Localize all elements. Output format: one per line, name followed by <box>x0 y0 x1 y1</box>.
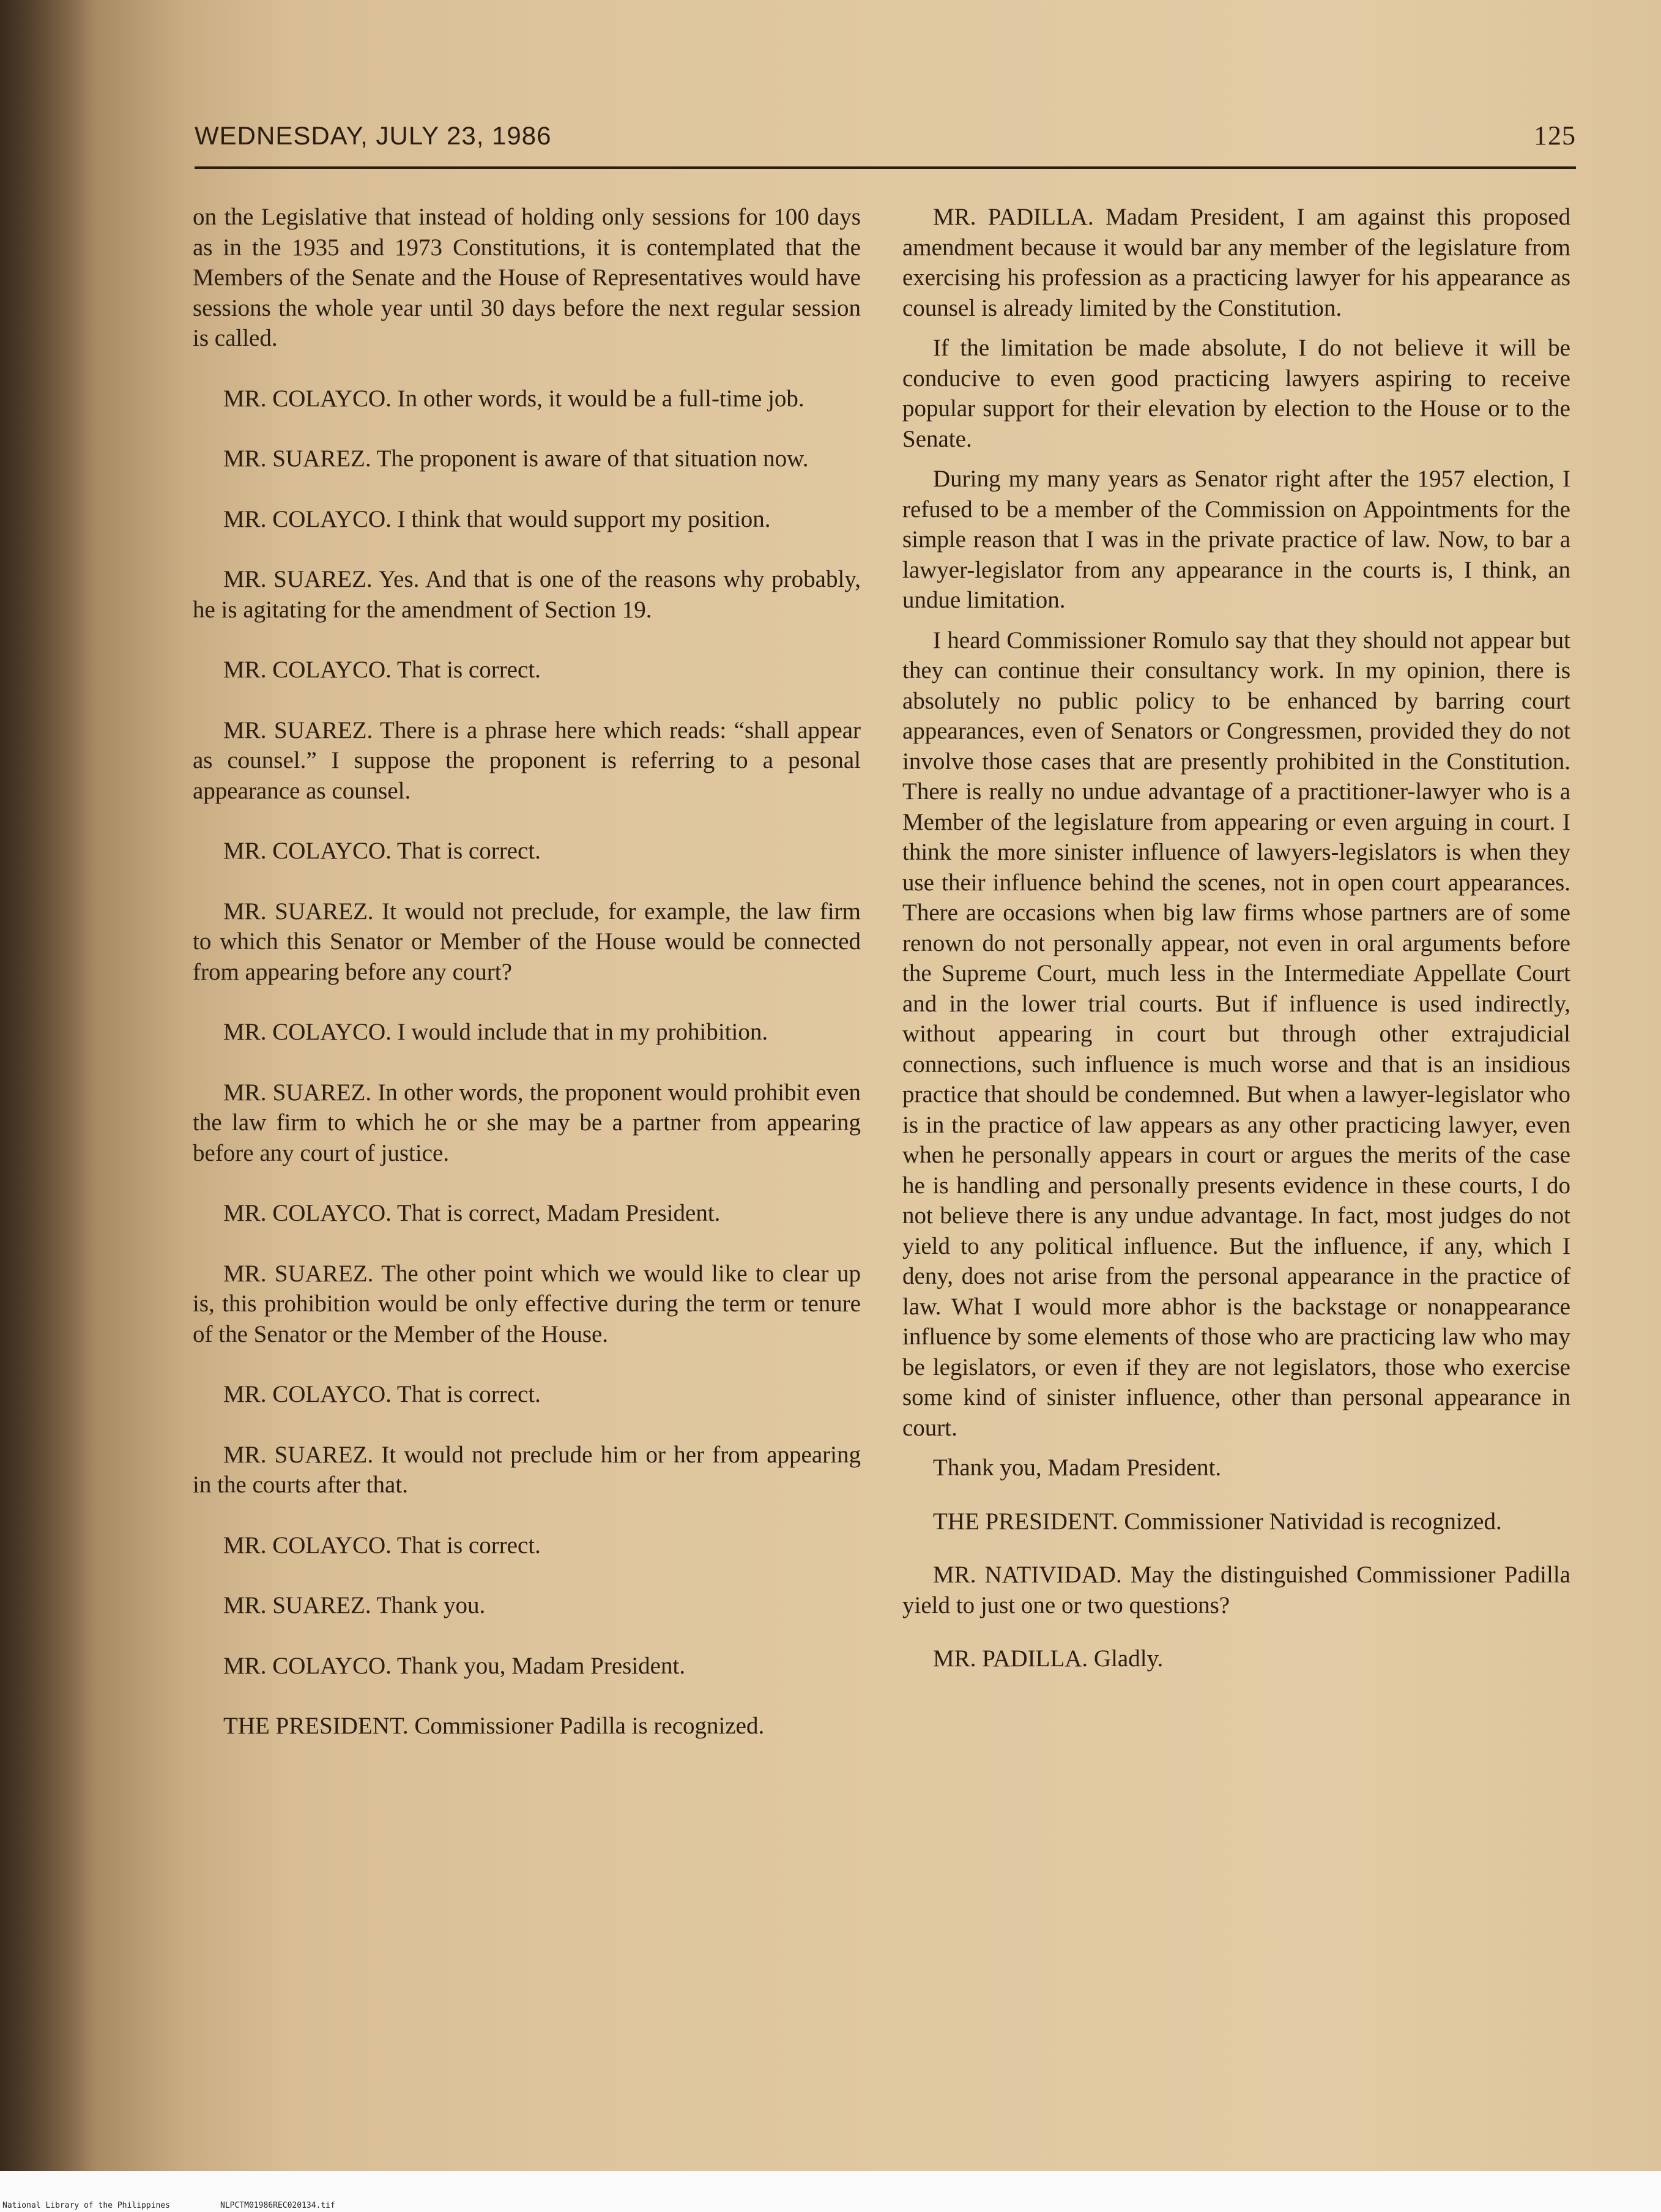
paragraph: MR. SUAREZ. In other words, the proponent would prohibit even the law firm to which he or she may be a partner from appearing before any court of justice. <box>193 1079 861 1166</box>
paragraph: MR. NATIVIDAD. May the distinguished Commissioner Padilla yield to just one or two questions? <box>902 1562 1570 1618</box>
page-number: 125 <box>1534 121 1576 151</box>
paragraph: MR. COLAYCO. I think that would support my position. <box>223 505 771 532</box>
header-rule <box>195 166 1576 169</box>
page-header <box>195 115 1576 164</box>
paragraph: MR. COLAYCO. That is correct. <box>223 1381 541 1407</box>
paragraph: MR. COLAYCO. That is correct, Madam President. <box>223 1200 721 1226</box>
paragraph: MR. SUAREZ. It would not preclude, for example, the law firm to which this Senator or Member of the House would be connected from appearing before any court? <box>193 898 861 985</box>
paragraph: MR. COLAYCO. That is correct. <box>223 657 541 683</box>
right-column <box>902 202 1570 1684</box>
paragraph: on the Legislative that instead of holding only sessions for 100 days as in the 1935 and 1973 Constitutions, it is contemplated that the Members of the Senate and the House of Representatives would have sessions the whole year until 30 days before the next regular session is called. <box>193 204 861 351</box>
paragraph: MR. PADILLA. Madam President, I am against this proposed amendment because it would bar any member of the legislature from exercising his profession as a practicing lawyer for his appearance as counsel is already limited by the Constitution. <box>902 204 1570 321</box>
scan-footer <box>0 2171 1661 2212</box>
paragraph: MR. PADILLA. Gladly. <box>933 1645 1164 1672</box>
paragraph: MR. COLAYCO. That is correct. <box>223 838 541 864</box>
paragraph: MR. SUAREZ. It would not preclude him or her from appearing in the courts after that. <box>193 1441 861 1498</box>
paragraph: MR. COLAYCO. I would include that in my prohibition. <box>223 1019 768 1045</box>
paragraph: If the limitation be made absolute, I do not believe it will be conducive to even good practicing lawyers aspiring to receive popular support for their elevation by election to the House or to the Senate. <box>902 335 1570 452</box>
paragraph: MR. SUAREZ. The other point which we would like to clear up is, this prohibition would be only effective during the term or tenure of the Senator or the Member of the House. <box>193 1260 861 1347</box>
paragraph: During my many years as Senator right after the 1957 election, I refused to be a member of the Commission on Appointments for the simple reason that I was in the private practice of law. Now, to bar a lawyer-legislator from any appearance in the courts is, I think, an undue limitation. <box>902 466 1570 613</box>
paragraph: THE PRESIDENT. Commissioner Padilla is recognized. <box>223 1713 765 1739</box>
paragraph: MR. COLAYCO. In other words, it would be a full-time job. <box>223 385 804 412</box>
book-spine-shadow <box>0 0 92 2171</box>
header-date: WEDNESDAY, JULY 23, 1986 <box>195 121 552 150</box>
paragraph: MR. SUAREZ. Yes. And that is one of the reasons why probably, he is agitating for the amendment of Section 19. <box>193 566 861 623</box>
paragraph: MR. COLAYCO. Thank you, Madam President. <box>223 1652 686 1679</box>
paragraph: I heard Commissioner Romulo say that they should not appear but they can continue their consultancy work. In my opinion, there is absolutely no public policy to be enhanced by barring court appearances, even of Senators or Congressmen, provided they do not involve those cases that are presently prohibited in the Constitution. There is really no undue advantage of a practitioner-lawyer who is a Member of the legislature from appearing or even arguing in court. I think the more sinister influence of lawyers-legislators is when they use their influence behind the scenes, not in open court appearances. There are occasions when big law firms whose partners are of some renown do not personally appear, not even in oral arguments before the Supreme Court, much less in the Intermediate Appellate Court and in the lower trial courts. But if influence is used indirectly, without appearing in court but through other extrajudicial connections, such influence is much worse and that is an insidious practice that should be condemned. But when a lawyer-legislator who is in the practice of law appears as any other practicing lawyer, even when he personally appears in court or argues the merits of the case he is handling and personally presents evidence in these courts, I do not believe there is any undue advantage. In fact, most judges do not yield to any political influence. But the influence, if any, which I deny, does not arise from the personal appearance in the practice of law. What I would more abhor is the backstage or nonappearance influence by some elements of those who are practicing law who may be legislators, or even if they are not legislators, those who exercise some kind of sinister influence, other than personal appearance in court. <box>902 627 1570 1441</box>
footer-library-name: National Library of the Philippines <box>2 2201 170 2210</box>
paragraph: THE PRESIDENT. Commissioner Natividad is recognized. <box>933 1508 1502 1535</box>
paragraph: Thank you, Madam President. <box>933 1454 1222 1481</box>
paragraph: MR. SUAREZ. The proponent is aware of that situation now. <box>223 445 809 472</box>
left-column <box>193 202 861 1771</box>
paragraph: MR. SUAREZ. Thank you. <box>223 1592 486 1618</box>
paragraph: MR. SUAREZ. There is a phrase here which reads: “shall appear as counsel.” I suppose the proponent is referring to a pesonal appearance as counsel. <box>193 717 861 804</box>
footer-filename: NLPCTM01986REC020134.tif <box>220 2201 335 2210</box>
paragraph: MR. COLAYCO. That is correct. <box>223 1532 541 1558</box>
